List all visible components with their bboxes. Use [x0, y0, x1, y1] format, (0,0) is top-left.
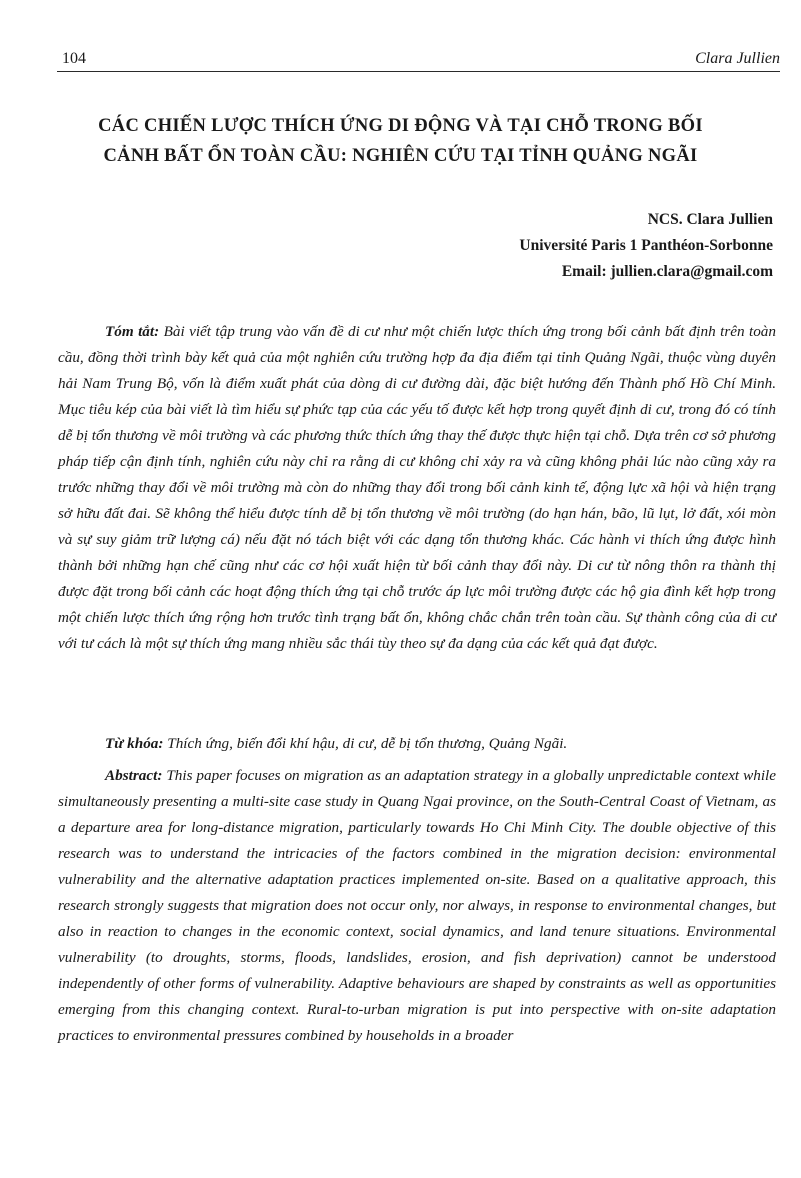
abstract-text: This paper focuses on migration as an adaptation strategy in a globally unpredictable context while simultaneously presenting a multi-site case study in Quang Ngai province, on the South-Central Coast of Vietnam, as a departure area for long-distance migration, particularly towards Ho Chi Minh City. The double objective of this research was to understand the intricacies of the factors combined in the migration decision: environmental vulnerability and the alternative adaptation practices implemented on-site. Based on a qualitative approach, this research strongly suggests that migration does not occur only, nor always, in response to environmental changes, but also in reaction to changes in the economic context, social dynamics, and land tenure situations. Environmental vulnerability (to droughts, storms, floods, landslides, erosion, and fish deprivation) cannot be understood independently of other forms of vulnerability. Adaptive behaviours are shaped by constraints as well as opportunities emerging from this changing context. Rural-to-urban migration is put into perspective with on-site adaptation practices to environmental pressures combined by households in a broader — [58, 767, 776, 1044]
running-header-author: Clara Jullien — [695, 50, 780, 67]
title-line-2: CẢNH BẤT ỔN TOÀN CẦU: NGHIÊN CỨU TẠI TỈNH QUẢNG NGÃI — [103, 146, 698, 166]
page-header — [57, 50, 780, 74]
article-title — [40, 111, 761, 171]
title-line-1: CÁC CHIẾN LƯỢC THÍCH ỨNG DI ĐỘNG VÀ TẠI CHỖ TRONG BỐI — [98, 116, 703, 136]
page-number: 104 — [62, 50, 86, 67]
keywords-text: Thích ứng, biến đổi khí hậu, di cư, dễ bị tổn thương, Quảng Ngãi. — [163, 735, 568, 752]
abstract-label: Abstract: — [105, 767, 163, 784]
author-name: NCS. Clara Jullien — [647, 211, 773, 228]
keywords-label: Từ khóa: — [105, 735, 164, 752]
english-abstract — [58, 763, 776, 1049]
keywords — [58, 731, 776, 757]
summary-label: Tóm tắt: — [105, 323, 160, 340]
author-email: Email: jullien.clara@gmail.com — [561, 263, 773, 280]
vietnamese-summary — [58, 319, 776, 657]
summary-text: Bài viết tập trung vào vấn đề di cư như một chiến lược thích ứng trong bối cảnh bất định trên toàn cầu, đồng thời trình bày kết quả của một nghiên cứu trường hợp đa địa điểm tại tỉnh Quảng Ngãi, thuộc vùng duyên hải Nam Trung Bộ, vốn là điểm xuất phát của dòng di cư đường dài, đặc biệt hướng đến Thành phố Hồ Chí Minh. Mục tiêu kép của bài viết là tìm hiểu sự phức tạp của các yếu tố được kết hợp trong quyết định di cư, trong đó có tính dễ bị tổn thương về môi trường và các phương thức thích ứng thay thế được thực hiện tại chỗ. Dựa trên cơ sở phương pháp tiếp cận định tính, nghiên cứu này chỉ ra rằng di cư không chỉ xảy ra và cũng không phải lúc nào cũng xảy ra trước những thay đổi về môi trường mà còn do những thay đổi trong bối cảnh kinh tế, động lực xã hội và hiện trạng sở hữu đất đai. Sẽ không thể hiểu được tính dễ bị tổn thương về môi trường (do hạn hán, bão, lũ lụt, lở đất, xói mòn và sự suy giảm trữ lượng cá) nếu đặt nó tách biệt với các dạng tổn thương khác. Các hành vi thích ứng được hình thành bởi những hạn chế cũng như các cơ hội xuất hiện từ bối cảnh thay đổi này. Di cư từ nông thôn ra thành thị được đặt trong bối cảnh các hoạt động thích ứng tại chỗ trước áp lực môi trường được các hộ gia đình kết hợp trong một chiến lược thích ứng rộng hơn trước tình trạng bất ổn, không chắc chắn trên toàn cầu. Sự thành công của di cư với tư cách là một sự thích ứng mang nhiều sắc thái tùy theo sự đa dạng của các kết quả đạt được. — [58, 323, 776, 652]
author-affiliation: Université Paris 1 Panthéon-Sorbonne — [519, 237, 773, 254]
author-block — [519, 207, 773, 285]
header-rule — [57, 71, 780, 72]
